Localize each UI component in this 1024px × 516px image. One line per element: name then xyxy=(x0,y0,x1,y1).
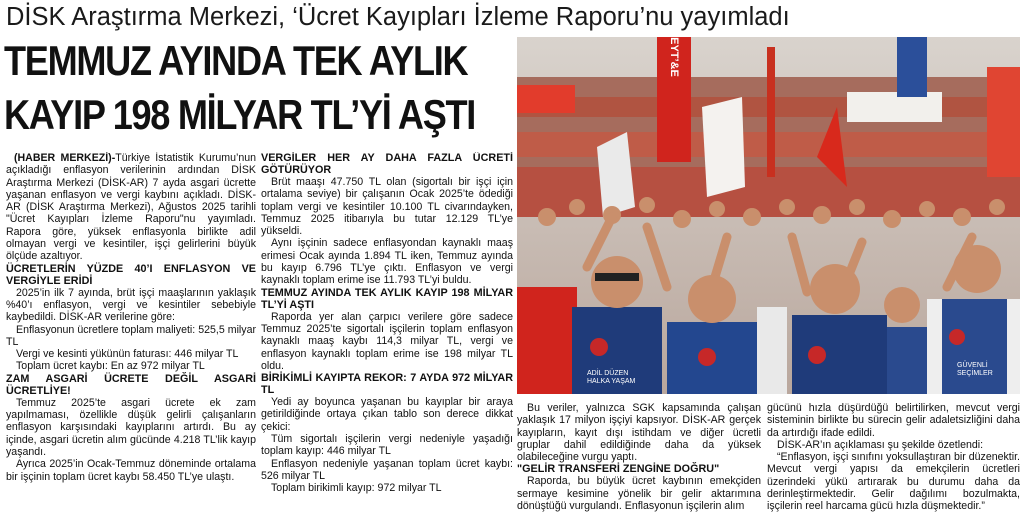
paragraph: 2025’in ilk 7 ayında, brüt işçi maaşlarının yaklaşık %40’ı enflasyon, vergi ve kesintiler sebebiyle kaybedildi. DİSK-AR verilerine göre: xyxy=(6,286,256,324)
paragraph: Enflasyonun ücretlere toplam maliyeti: 525,5 milyar TL xyxy=(6,323,256,348)
paragraph xyxy=(6,152,256,263)
paragraph: Raporda yer alan çarpıcı verilere göre sadece Temmuz 2025’te sigortalı işçilerin toplam enflasyon kaynaklı maaş kaybı 114,3 milyar TL, vergi ve enflasyon kaynaklı toplam erime ise 198 milyar TL oldu. xyxy=(261,310,513,372)
article-column-3 xyxy=(517,402,761,514)
paragraph: gücünü hızla düşürdüğü belirtilirken, mevcut vergi sisteminin birlikte bu sürecin gelir adaletsizliğini daha da artırdığı ifade edildi. xyxy=(767,402,1020,439)
vest-text-1: ADİL DÜZEN HALKA YAŞAM xyxy=(587,370,636,385)
subheading: BİRİKİMLİ KAYIPTA REKOR: 7 AYDA 972 MİLYAR TL xyxy=(261,372,513,397)
protest-photo-illustration xyxy=(517,37,1020,394)
paragraph: DİSK-AR’ın açıklaması şu şekilde özetlendi: xyxy=(777,438,984,451)
paragraph: Enflasyon nedeniyle yaşanan toplam ücret kaybı: 526 milyar TL xyxy=(261,457,513,482)
paragraph: Brüt maaşı 47.750 TL olan (sigortalı bir işçi için ortalama seviye) bir çalışanın Ocak 2025’te ödediği toplam vergi ve kesintiler 10.100 TL civarındayken, Temmuz 2025 itibarıyla bu tutar 12.129 TL’ye yükseldi. xyxy=(261,176,513,238)
article-column-4 xyxy=(767,402,1020,514)
subheading: "GELİR TRANSFERİ ZENGİNE DOĞRU" xyxy=(517,463,720,476)
paragraph: Toplam ücret kaybı: En az 972 milyar TL xyxy=(16,360,205,373)
banner-text: EYT’&E xyxy=(668,37,680,77)
protest-photo xyxy=(517,37,1020,394)
subheading: ZAM ASGARİ ÜCRETE DEĞİL ASGARİ ÜCRETLİYE! xyxy=(6,372,256,397)
dateline: (HABER MERKEZİ)- xyxy=(14,152,116,164)
paragraph: Vergi ve kesinti yükünün faturası: 446 milyar TL xyxy=(16,348,239,361)
paragraph: Bu veriler, yalnızca SGK kapsamında çalışan yaklaşık 17 milyon işçiyi kapsıyor. DİSK-AR gerçek kayıpların, kayıt dışı istihdam ve diğer ücretli gruplar dahil edildiğinde daha da yüksek olabileceğine vurgu yaptı. xyxy=(517,402,761,464)
article-column-2 xyxy=(261,152,513,514)
paragraph: Temmuz 2025’te asgari ücrete ek zam yapılmaması, özellikle düşük gelirli çalışanların enflasyon karşısındaki kayıplarını artırdı. Bu ay içinde, asgari ücretin alım gücünde 4.218 TL’lik kayıp yaşandı. xyxy=(6,396,256,458)
paragraph: “Enflasyon, işçi sınıfını yoksullaştıran bir düzenektir. Mevcut vergi yapısı da emekçilerin ücretleri üzerindeki yükü artırarak bu durumu daha da derinleştirmektedir. Gelir dağılımı bozulmakta, işçilerin reel harcama gücü hızla düşmektedir.” xyxy=(767,451,1020,513)
paragraph: Toplam birikimli kayıp: 972 milyar TL xyxy=(271,482,442,495)
paragraph: Ayrıca 2025’in Ocak-Temmuz döneminde ortalama bir işçinin toplam ücret kaybı 58.450 TL’ye ulaştı. xyxy=(6,458,256,483)
article-kicker: DİSK Araştırma Merkezi, ‘Ücret Kayıpları İzleme Raporu’nu yayımladı xyxy=(6,3,790,31)
paragraph: Aynı işçinin sadece enflasyondan kaynaklı maaş erimesi Ocak ayında 1.894 TL iken, Temmuz ayında bu kayıp 6.796 TL’ye çıktı. Enflasyon ve vergi kaynaklı toplam erime ise 11.793 TL’yi buldu. xyxy=(261,237,513,287)
subheading: ÜCRETLERİN YÜZDE 40’I ENFLASYON VE VERGİYLE ERİDİ xyxy=(6,262,256,287)
paragraph: Yedi ay boyunca yaşanan bu kayıplar bir araya getirildiğinde ortaya çıkan tablo son derece dikkat çekici: xyxy=(261,396,513,433)
paragraph-text: Türkiye İstatistik Kurumu’nun açıkladığı enflasyon verilerinin ardından DİSK Araştırma Merkezi (DİSK-AR) 7 ayda asgari ücrette yaşanan enflasyon ve vergi kaybını açıkladı. DİSK-AR (DİSK Araştırma Merkezi), Ağustos 2025 tarihli "Ücret Kayıpları İzleme Raporu"nu yayımladı. Rapora göre, yüksek enflasyonla birlikte adil olmayan vergi ve kesintiler, işçi gelirlerini büyük ölçüde azaltıyor. xyxy=(6,152,256,263)
paragraph: Tüm sigortalı işçilerin vergi nedeniyle yaşadığı toplam kayıp: 446 milyar TL xyxy=(261,433,513,458)
vest-text-2: GÜVENLİ SEÇİMLER xyxy=(957,362,993,377)
paragraph: Raporda, bu büyük ücret kaybının emekçiden sermaye kesimine yönelik bir gelir aktarımına dönüştüğü vurgulandı. Enflasyonun işçilerin alım xyxy=(517,475,761,513)
article-column-1 xyxy=(6,152,256,514)
subheading: VERGİLER HER AY DAHA FAZLA ÜCRETİ GÖTÜRÜYOR xyxy=(261,152,513,176)
headline-line-1: TEMMUZ AYINDA TEK AYLIK xyxy=(4,37,468,84)
headline-line-2: KAYIP 198 MİLYAR TL’Yİ AŞTI xyxy=(4,91,476,138)
subheading: TEMMUZ AYINDA TEK AYLIK KAYIP 198 MİLYAR TL’Yİ AŞTI xyxy=(261,286,513,311)
